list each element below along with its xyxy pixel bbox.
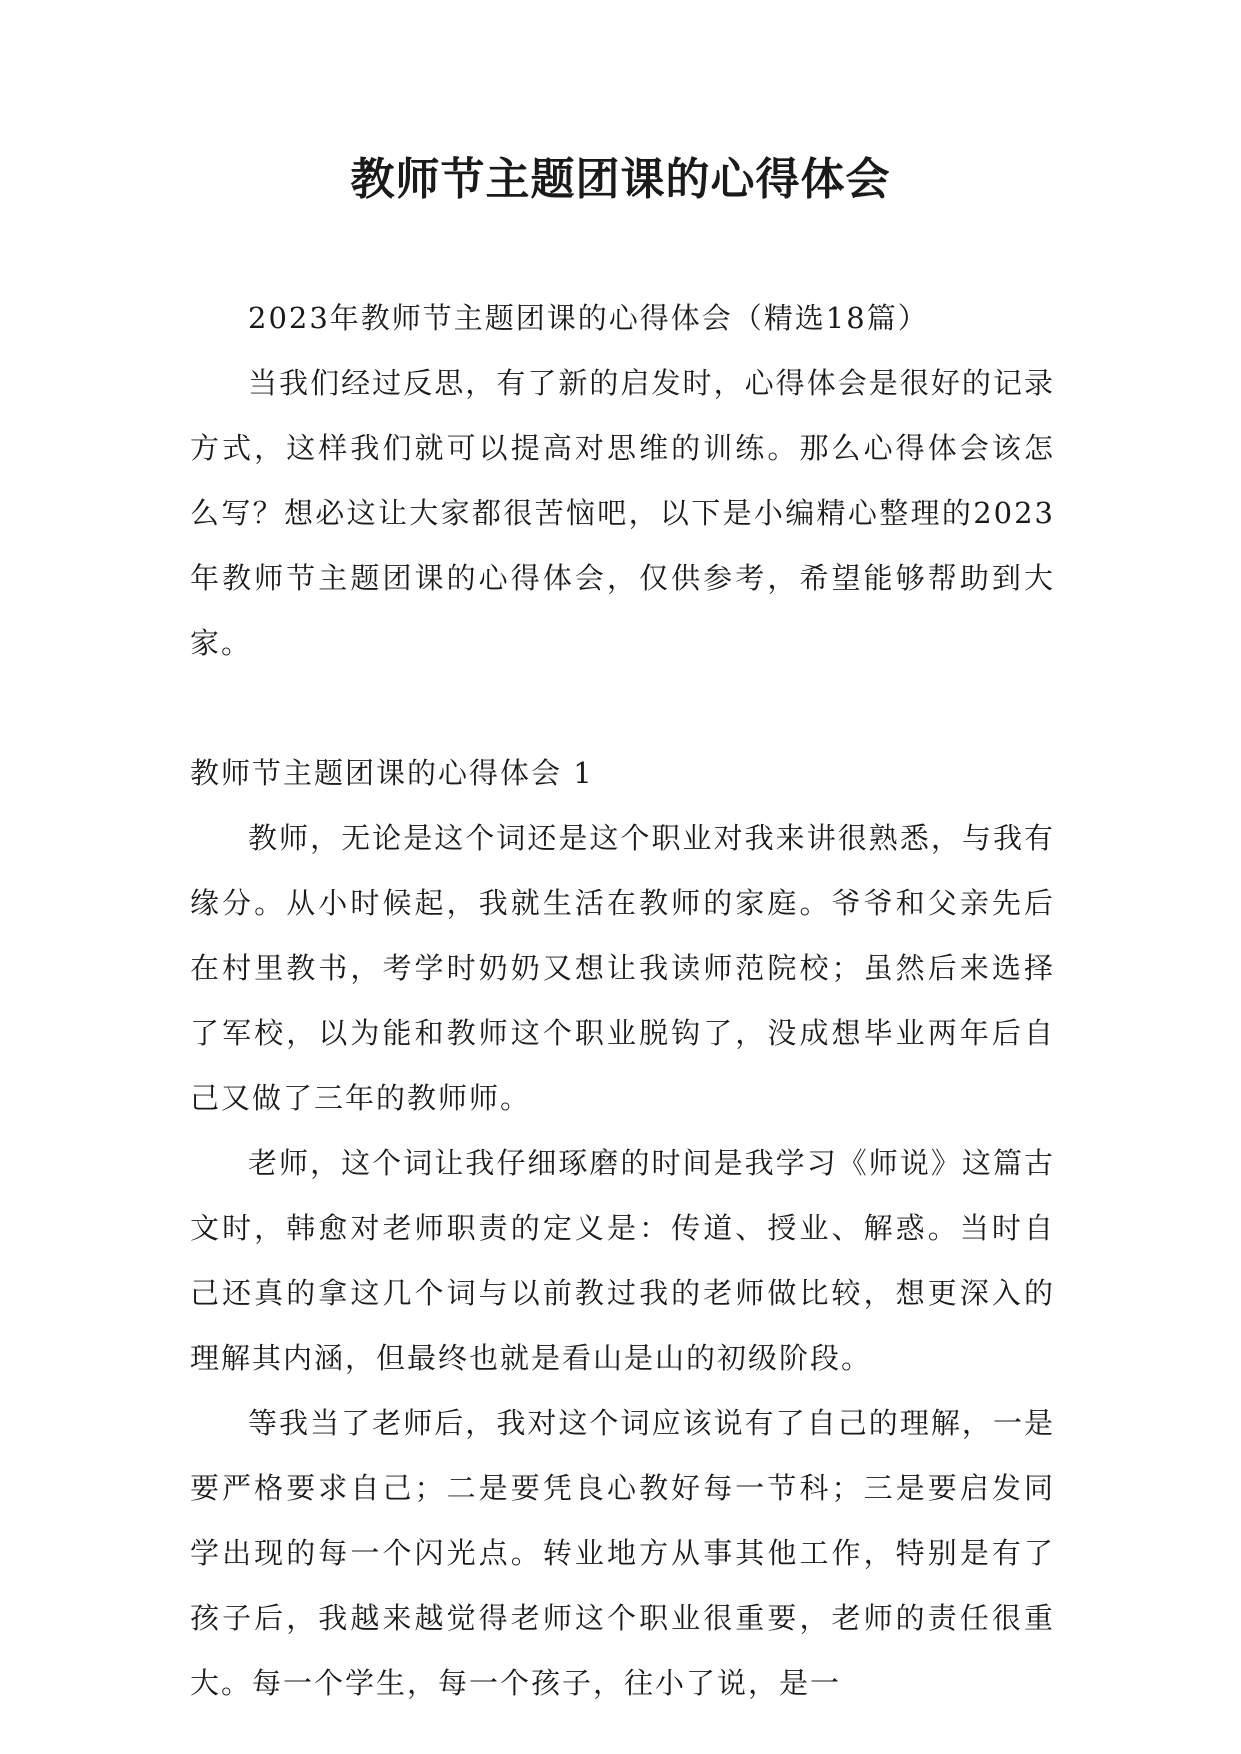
document-title: 教师节主题团课的心得体会 [350, 154, 891, 205]
body-paragraph: 教师，无论是这个词还是这个职业对我来讲很熟悉，与我有缘分。从小时候起，我就生活在教师的家庭。爷爷和父亲先后在村里教书，考学时奶奶又想让我读师范院校；虽然后来选择了军校，以为能和教师这个职业脱钩了，没成想毕业两年后自己又做了三年的教师师。 [190, 821, 1055, 1115]
body-paragraph: 等我当了老师后，我对这个词应该说有了自己的理解，一是要严格要求自己；二是要凭良心教好每一节科；三是要启发同学出现的每一个闪光点。转业地方从事其他工作，特别是有了孩子后，我越来越觉得老师这个职业很重要，老师的责任很重大。每一个学生，每一个孩子，往小了说，是一 [190, 1406, 1055, 1700]
document-body [190, 286, 1055, 1716]
body-paragraph: 老师，这个词让我仔细琢磨的时间是我学习《师说》这篇古文时，韩愈对老师职责的定义是：传道、授业、解惑。当时自己还真的拿这几个词与以前教过我的老师做比较，想更深入的理解其内涵，但最终也就是看山是山的初级阶段。 [190, 1146, 1055, 1375]
document-subtitle: 2023年教师节主题团课的心得体会（精选18篇） [248, 301, 929, 335]
section-heading: 教师节主题团课的心得体会 1 [190, 756, 594, 790]
intro-paragraph: 当我们经过反思，有了新的启发时，心得体会是很好的记录方式，这样我们就可以提高对思维的训练。那么心得体会该怎么写？想必这让大家都很苦恼吧，以下是小编精心整理的2023年教师节主题团课的心得体会，仅供参考，希望能够帮助到大家。 [190, 366, 1055, 660]
